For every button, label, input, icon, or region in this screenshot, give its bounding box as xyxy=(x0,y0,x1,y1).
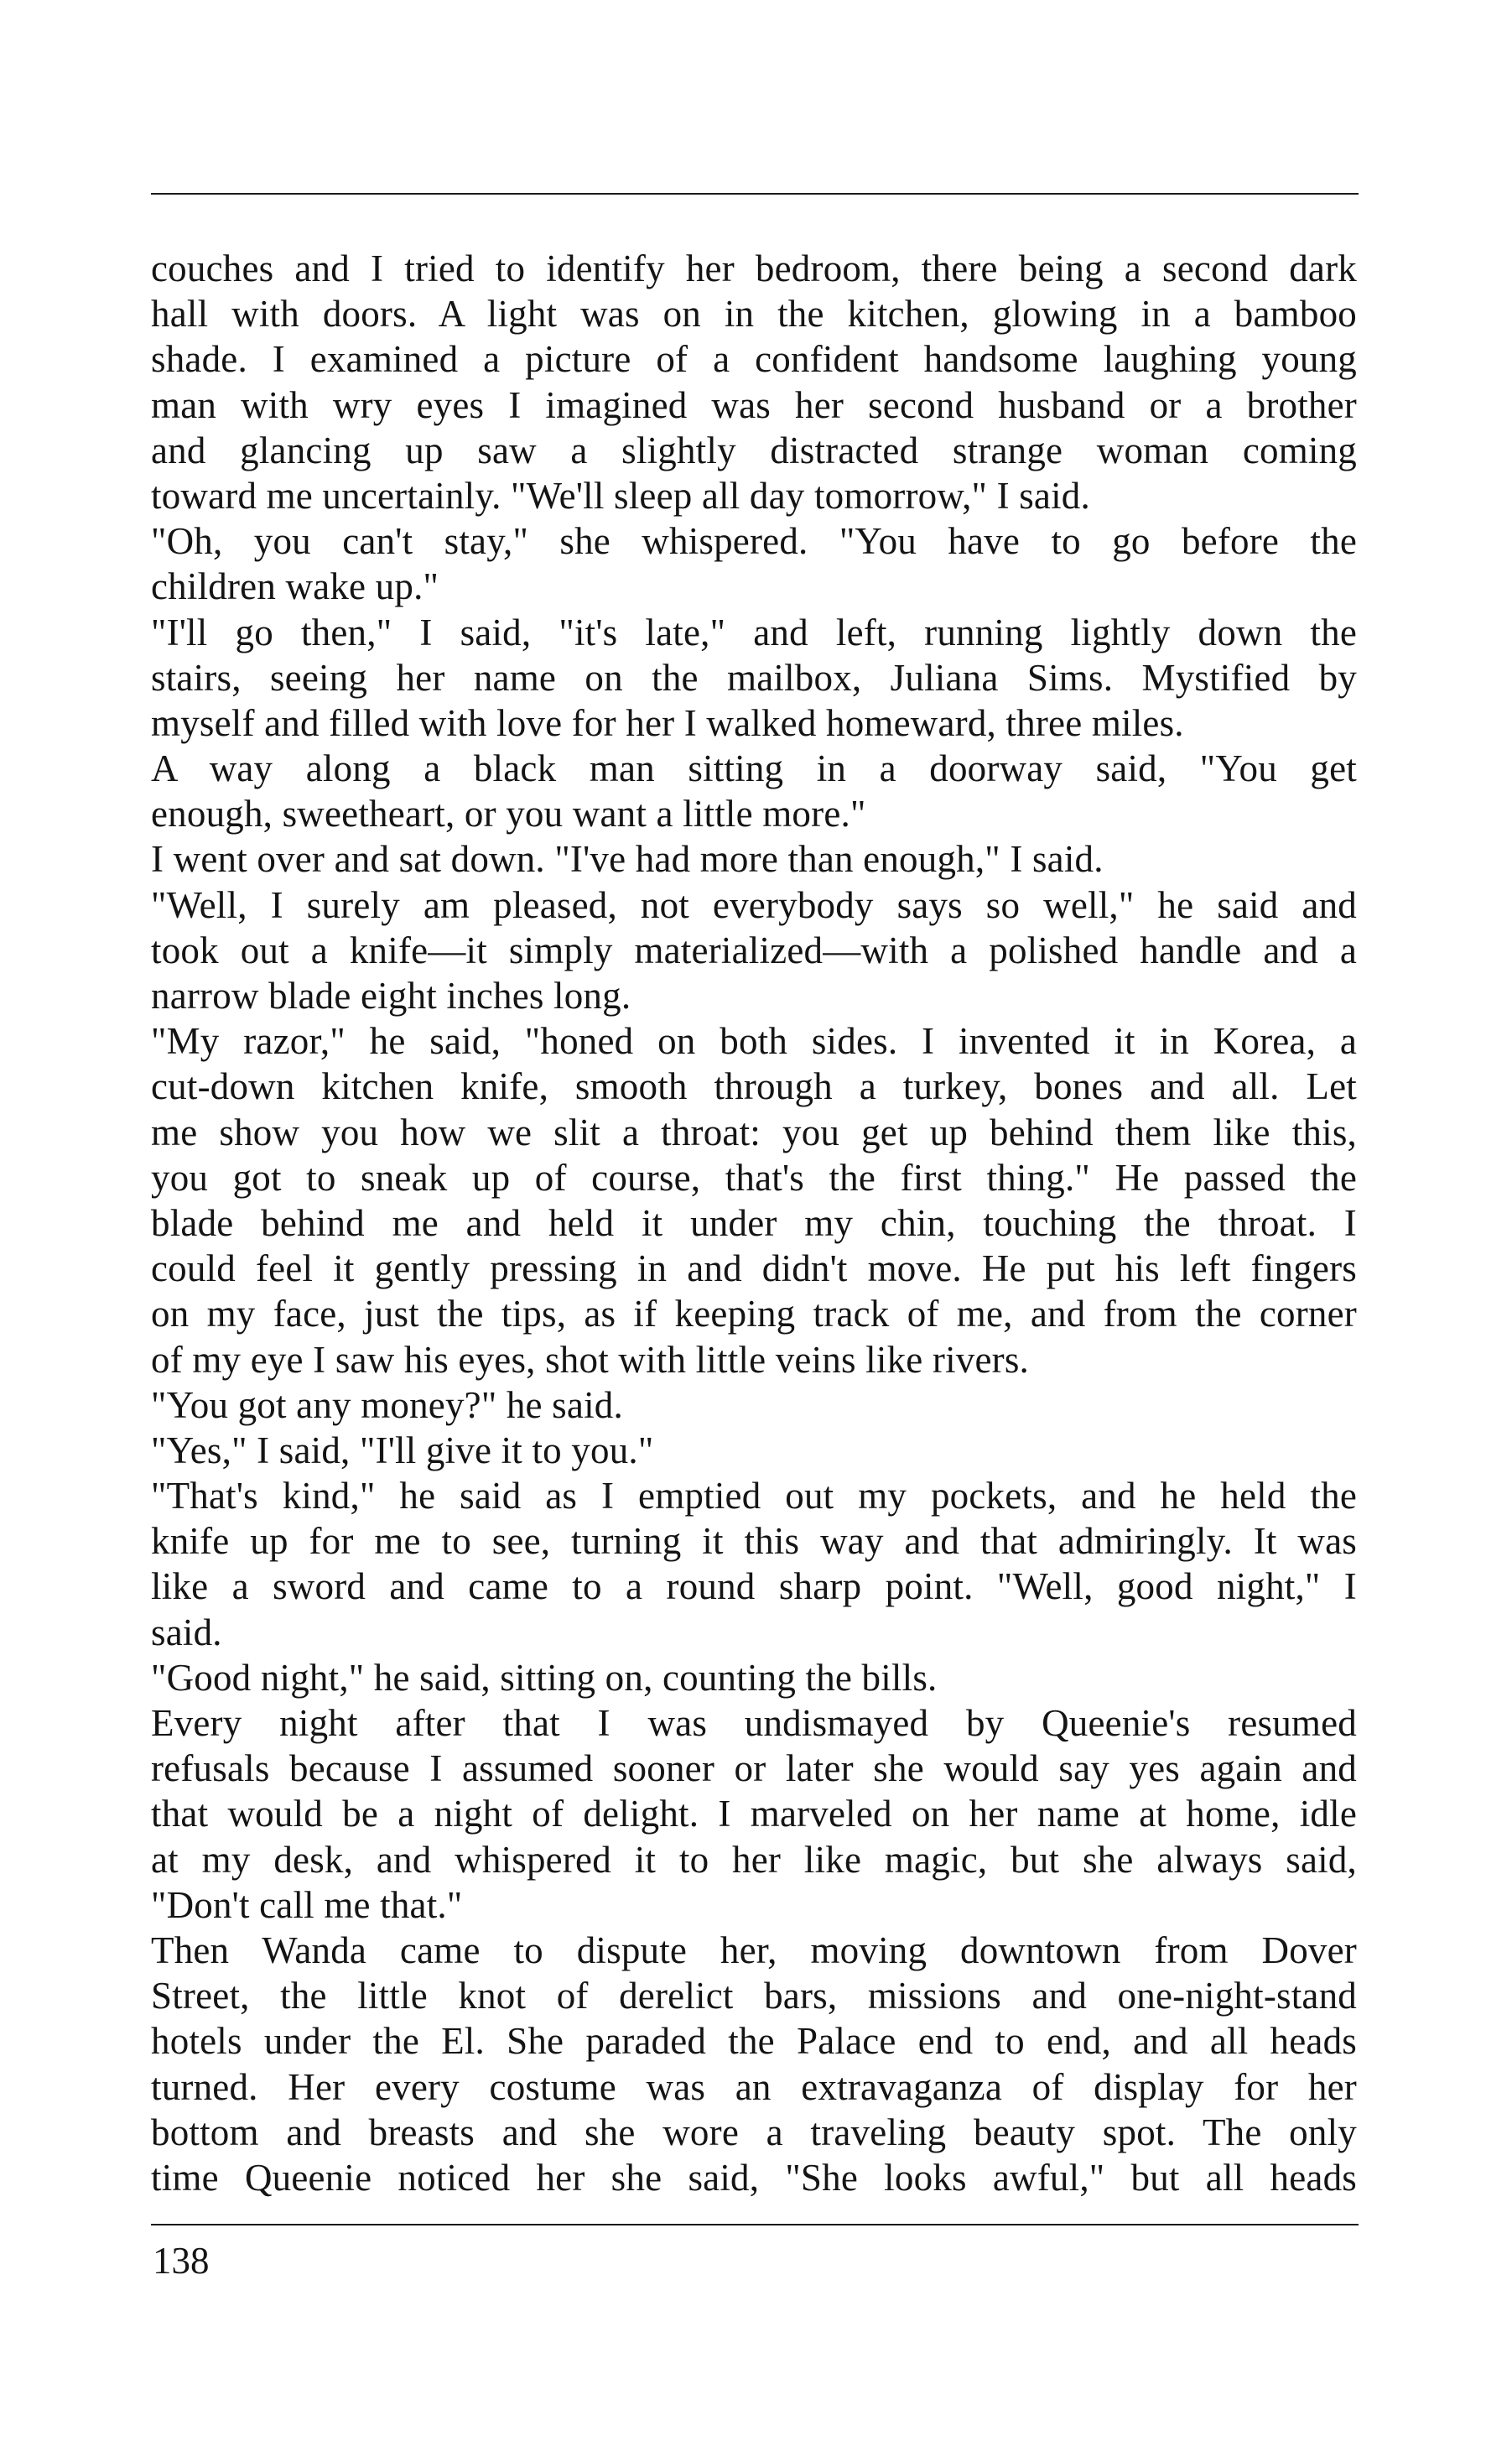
text-line: "Well, I surely am pleased, not everybody says so well," he said and xyxy=(151,883,1357,926)
text-line: "That's kind," he said as I emptied out my pockets, and he held the xyxy=(151,1475,1357,1517)
text-line: narrow blade eight inches long. xyxy=(151,975,631,1017)
text-line: shade. I examined a picture of a confident handsome laughing young xyxy=(151,338,1357,381)
text-line: like a sword and came to a round sharp point. "Well, good night," I xyxy=(151,1565,1357,1608)
text-line: A way along a black man sitting in a doorway said, "You get xyxy=(151,747,1357,790)
text-line: at my desk, and whispered it to her like magic, but she always said, xyxy=(151,1838,1357,1881)
text-line: refusals because I assumed sooner or later she would say yes again and xyxy=(151,1747,1357,1790)
text-line: "You got any money?" he said. xyxy=(151,1383,623,1426)
text-line: said. xyxy=(151,1611,222,1653)
text-line: that would be a night of delight. I marveled on her name at home, idle xyxy=(151,1793,1357,1835)
text-line: you got to sneak up of course, that's the first thing." He passed the xyxy=(151,1156,1357,1199)
text-line: turned. Her every costume was an extravaganza of display for her xyxy=(151,2065,1357,2108)
text-line: hotels under the El. She paraded the Palace end to end, and all heads xyxy=(151,2020,1357,2063)
text-line: knife up for me to see, turning it this way and that admiringly. It was xyxy=(151,1520,1357,1563)
text-line: blade behind me and held it under my chin, touching the throat. I xyxy=(151,1201,1357,1244)
top-rule xyxy=(151,193,1359,195)
text-line: man with wry eyes I imagined was her second husband or a brother xyxy=(151,383,1357,426)
text-line: stairs, seeing her name on the mailbox, Juliana Sims. Mystified by xyxy=(151,656,1357,699)
text-line: cut-down kitchen knife, smooth through a turkey, bones and all. Let xyxy=(151,1065,1357,1108)
text-line: "My razor," he said, "honed on both sides. I invented it in Korea, a xyxy=(151,1020,1357,1063)
text-line: enough, sweetheart, or you want a little more." xyxy=(151,793,866,835)
body-text xyxy=(151,246,1357,2200)
text-line: hall with doors. A light was on in the kitchen, glowing in a bamboo xyxy=(151,293,1357,336)
text-line: and glancing up saw a slightly distracted strange woman coming xyxy=(151,429,1357,471)
text-line: "Good night," he said, sitting on, counting the bills. xyxy=(151,1656,938,1699)
bottom-rule xyxy=(151,2224,1359,2225)
text-line: bottom and breasts and she wore a traveling beauty spot. The only xyxy=(151,2111,1357,2153)
text-line: children wake up." xyxy=(151,565,439,608)
text-line: me show you how we slit a throat: you get up behind them like this, xyxy=(151,1111,1357,1153)
text-line: time Queenie noticed her she said, "She looks awful," but all heads xyxy=(151,2156,1357,2199)
text-line: Every night after that I was undismayed by Queenie's resumed xyxy=(151,1702,1357,1744)
text-line: could feel it gently pressing in and didn't move. He put his left fingers xyxy=(151,1247,1357,1290)
text-line: of my eye I saw his eyes, shot with little veins like rivers. xyxy=(151,1338,1030,1381)
text-line: "I'll go then," I said, "it's late," and left, running lightly down the xyxy=(151,611,1357,653)
text-line: took out a knife—it simply materialized—with a polished handle and a xyxy=(151,929,1357,971)
text-line: I went over and sat down. "I've had more than enough," I said. xyxy=(151,838,1104,881)
text-line: "Yes," I said, "I'll give it to you." xyxy=(151,1429,654,1471)
text-line: myself and filled with love for her I walked homeward, three miles. xyxy=(151,701,1184,744)
text-line: "Don't call me that." xyxy=(151,1883,463,1926)
text-line: "Oh, you can't stay," she whispered. "You have to go before the xyxy=(151,520,1357,563)
text-line: toward me uncertainly. "We'll sleep all day tomorrow," I said. xyxy=(151,474,1090,517)
text-line: Street, the little knot of derelict bars, missions and one-night-stand xyxy=(151,1975,1357,2017)
page-number: 138 xyxy=(153,2240,210,2282)
text-line: couches and I tried to identify her bedroom, there being a second dark xyxy=(151,247,1357,289)
text-line: Then Wanda came to dispute her, moving downtown from Dover xyxy=(151,1929,1357,1971)
text-line: on my face, just the tips, as if keeping track of me, and from the corner xyxy=(151,1293,1357,1335)
